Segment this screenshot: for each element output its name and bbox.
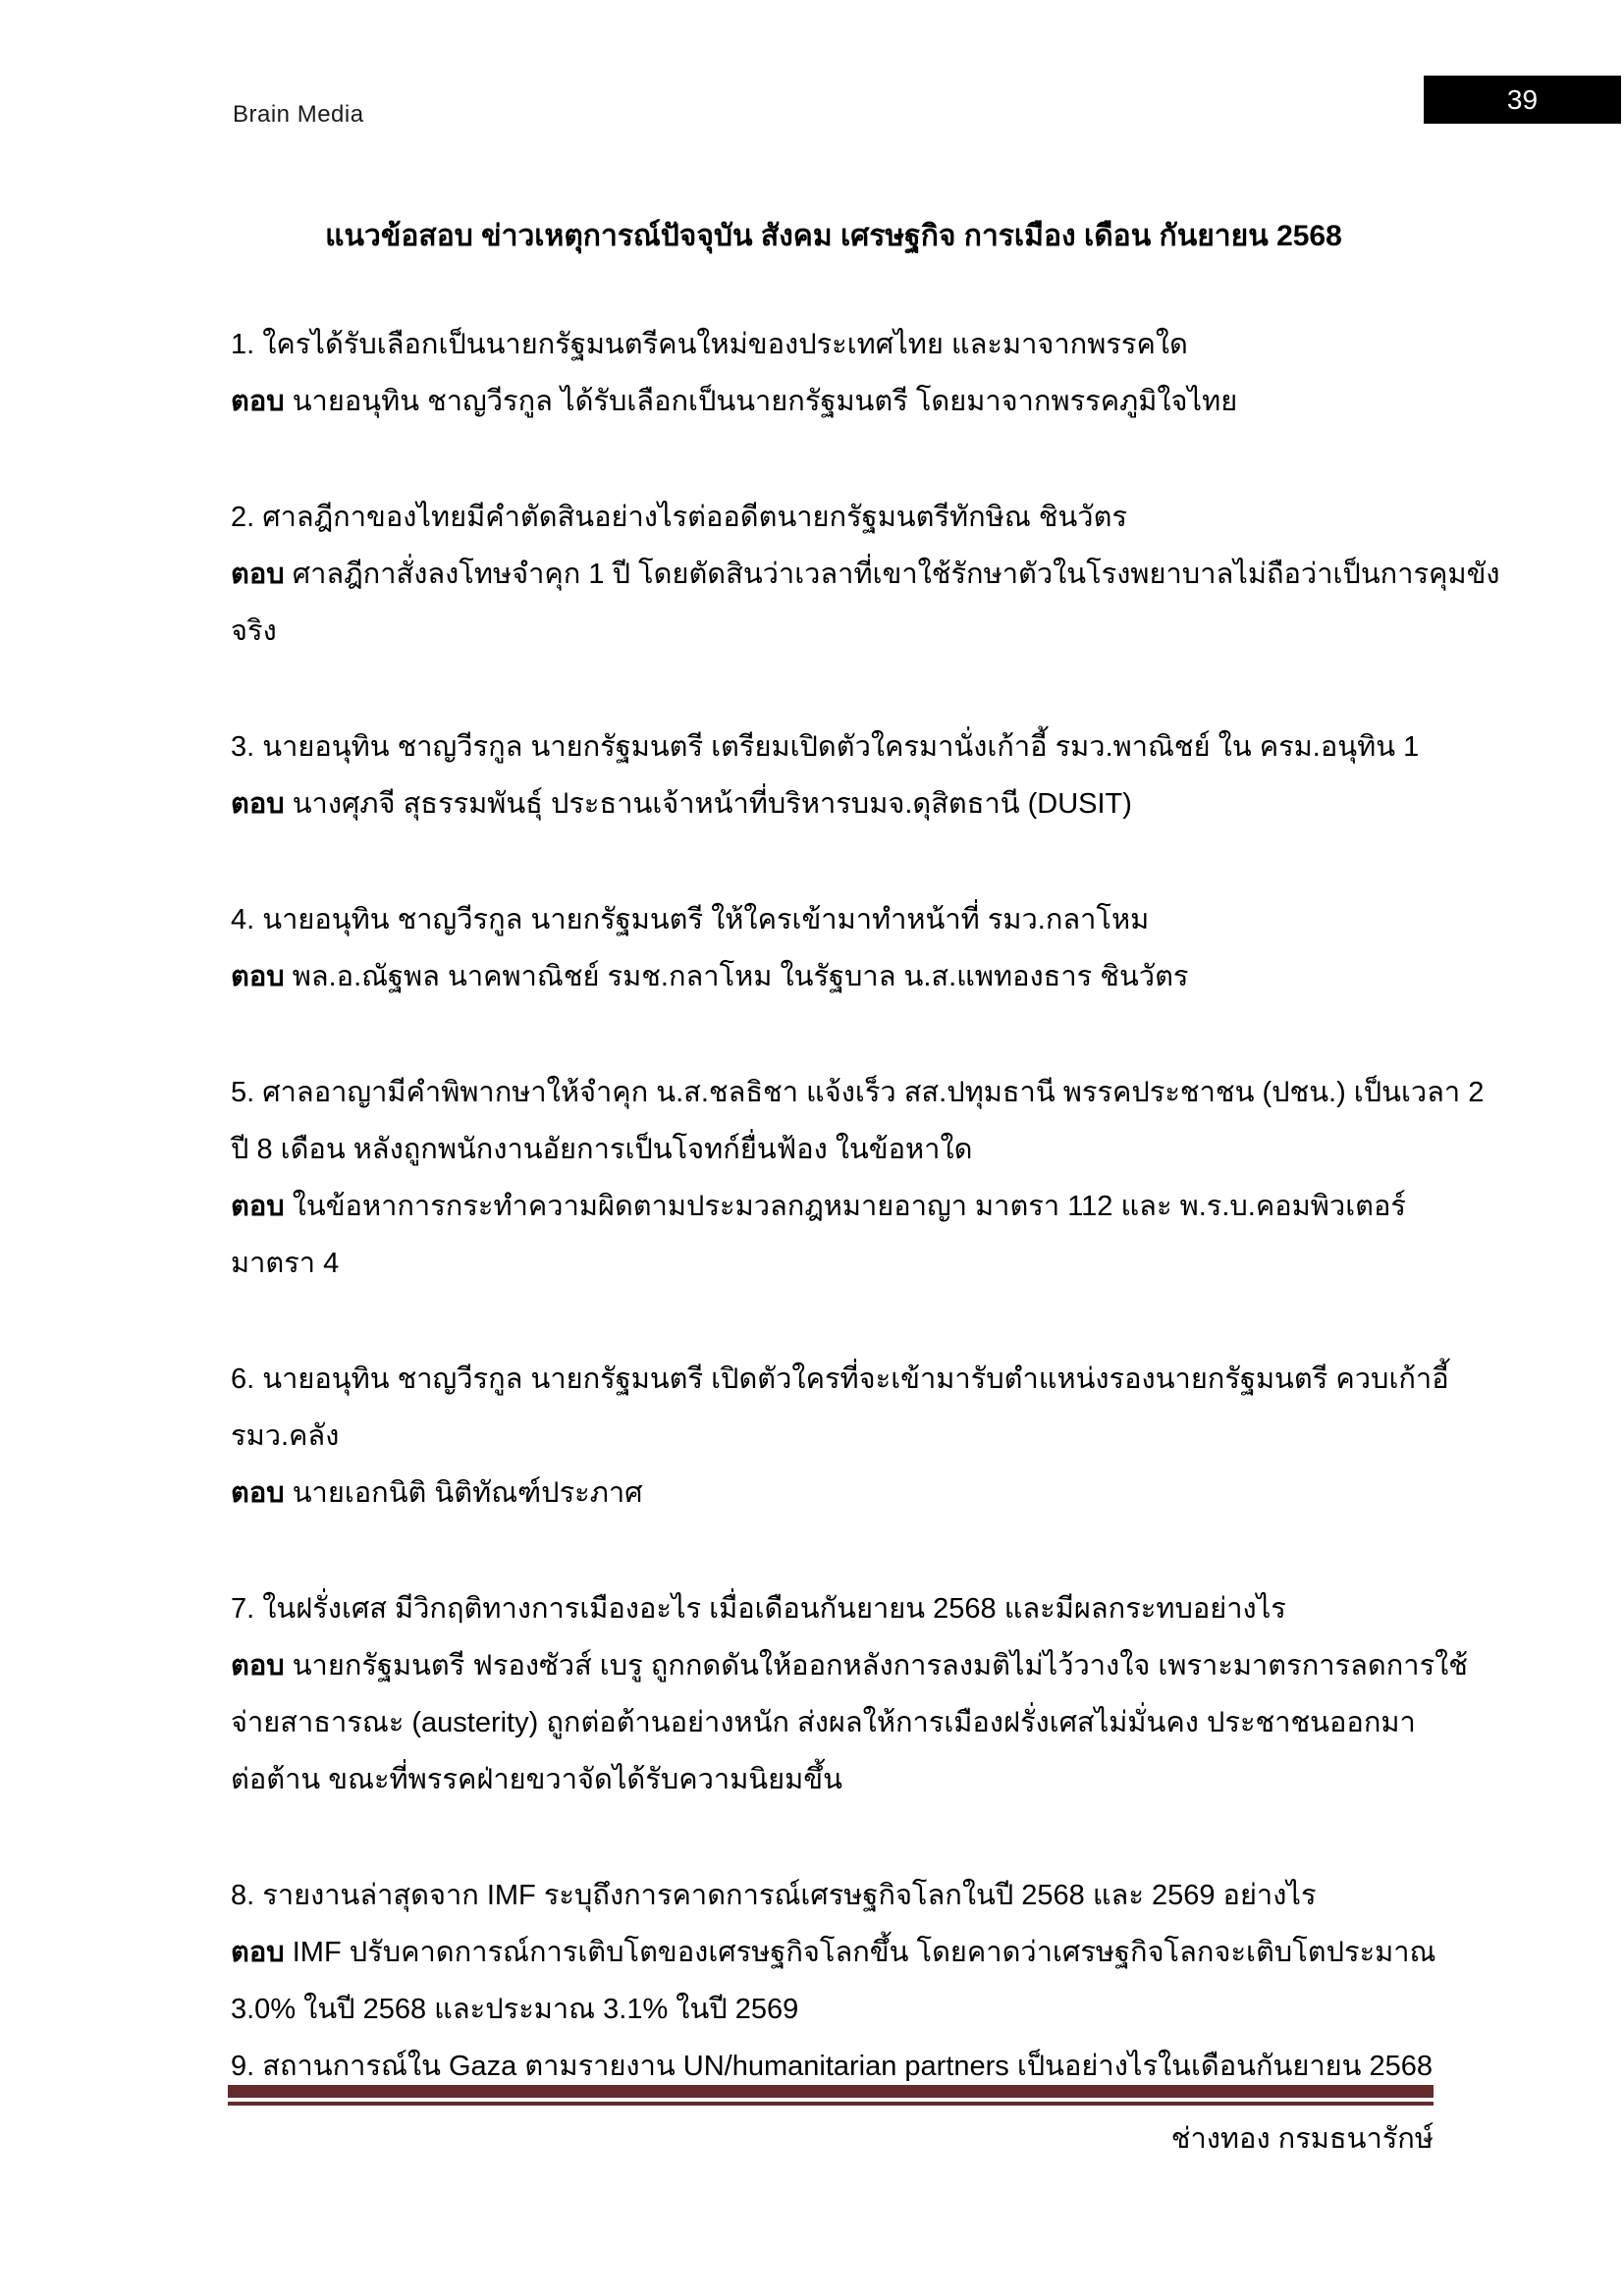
question-line: 1. ใครได้รับเลือกเป็นนายกรัฐมนตรีคนใหม่ของประเทศไทย และมาจากพรรคใด [231,329,1188,360]
qa-block [231,1867,1436,2038]
qa-block [231,1064,1485,1292]
brand-text: Brain Media [233,101,364,128]
answer-text: IMF ปรับคาดการณ์การเติบโตของเศรษฐกิจโลกขึ้น โดยคาดว่าเศรษฐกิจโลกจะเติบโตประมาณ [292,1937,1436,1968]
answer-line [231,1178,1436,1235]
question-line: 8. รายงานล่าสุดจาก IMF ระบุถึงการคาดการณ์เศรษฐกิจโลกในปี 2568 และ 2569 อย่างไร [231,1880,1317,1911]
answer-line: ต่อต้าน ขณะที่พรรคฝ่ายขวาจัดได้รับความนิยมขึ้น [231,1764,842,1795]
question-line: 5. ศาลอาญามีคำพิพากษาให้จำคุก น.ส.ชลธิชา แจ้งเร็ว สส.ปทุมธานี พรรคประชาชน (ปชน.) เป็นเวลา 2 [231,1077,1485,1108]
answer-line: 3.0% ในปี 2568 และประมาณ 3.1% ในปี 2569 [231,1994,799,2025]
answer-label: ตอบ [231,961,285,992]
qa-list [231,316,1500,2095]
answer-label: ตอบ [231,1191,285,1222]
answer-line [231,546,1500,603]
qa-block [231,316,1436,430]
answer-label: ตอบ [231,386,285,417]
qa-block [231,1580,1468,1808]
question-line: 3. นายอนุทิน ชาญวีรกูล นายกรัฐมนตรี เตรียมเปิดตัวใครมานั่งเก้าอี้ รมว.พาณิชย์ ใน ครม.อนุทิน 1 [231,731,1420,763]
question-line: รมว.คลัง [231,1420,340,1452]
answer-text: นางศุภจี สุธรรมพันธุ์ ประธานเจ้าหน้าที่บริหารบมจ.ดุสิตธานี (DUSIT) [292,788,1132,820]
answer-line [231,1465,1436,1522]
qa-block [231,489,1500,660]
question-line: 2. ศาลฎีกาของไทยมีคำตัดสินอย่างไรต่ออดีตนายกรัฐมนตรีทักษิณ ชินวัตร [231,502,1127,533]
qa-block [231,891,1436,1005]
answer-line [231,1637,1468,1694]
question-line: 7. ในฝรั่งเศส มีวิกฤติทางการเมืองอะไร เมื่อเดือนกันยายน 2568 และมีผลกระทบอย่างไร [231,1593,1286,1625]
answer-label: ตอบ [231,559,285,590]
answer-line [231,373,1436,430]
document-body [231,208,1500,2095]
question-line: 9. สถานการณ์ใน Gaza ตามรายงาน UN/humanitarian partners เป็นอย่างไรในเดือนกันยายน 2568 [231,2051,1434,2082]
doc-title: แนวข้อสอบ ข่าวเหตุการณ์ปัจจุบัน สังคม เศรษฐกิจ การเมือง เดือน กันยายน 2568 [325,220,1342,252]
answer-label: ตอบ [231,1477,285,1509]
answer-line: มาตรา 4 [231,1248,340,1279]
question-line: ปี 8 เดือน หลังถูกพนักงานอัยการเป็นโจทก์ยื่นฟ้อง ในข้อหาใด [231,1134,973,1165]
answer-line [231,1924,1436,1981]
footer-rule-thick [228,2085,1434,2098]
answer-text: นายกรัฐมนตรี ฟรองซัวส์ เบรู ถูกกดดันให้ออกหลังการลงมติไม่ไว้วางใจ เพราะมาตรการลดการใช้ [292,1650,1468,1682]
question-line: 6. นายอนุทิน ชาญวีรกูล นายกรัฐมนตรี เปิดตัวใครที่จะเข้ามารับตำแหน่งรองนายกรัฐมนตรี ควบเก้าอี้ [231,1363,1449,1395]
answer-line [231,948,1436,1005]
page-number: 39 [1506,83,1539,115]
answer-text: พล.อ.ณัฐพล นาคพาณิชย์ รมช.กลาโหม ในรัฐบาล น.ส.แพทองธาร ชินวัตร [292,961,1189,992]
qa-block [231,1351,1449,1522]
answer-text: นายอนุทิน ชาญวีรกูล ได้รับเลือกเป็นนายกรัฐมนตรี โดยมาจากพรรคภูมิใจไทย [292,386,1238,417]
answer-line: จริง [231,615,277,647]
answer-label: ตอบ [231,1650,285,1682]
footer-rule-thin [228,2102,1434,2106]
footer-credit: ช่างทอง กรมธนารักษ์ [1170,2123,1434,2155]
answer-text: ศาลฎีกาสั่งลงโทษจำคุก 1 ปี โดยตัดสินว่าเวลาที่เขาใช้รักษาตัวในโรงพยาบาลไม่ถือว่าเป็นการคุมขัง [292,559,1500,590]
answer-line [231,775,1436,832]
answer-label: ตอบ [231,788,285,820]
question-line: 4. นายอนุทิน ชาญวีรกูล นายกรัฐมนตรี ให้ใครเข้ามาทำหน้าที่ รมว.กลาโหม [231,904,1150,935]
answer-label: ตอบ [231,1937,285,1968]
answer-line: จ่ายสาธารณะ (austerity) ถูกต่อต้านอย่างหนัก ส่งผลให้การเมืองฝรั่งเศสไม่มั่นคง ประชาชนออกมา [231,1707,1416,1738]
answer-text: นายเอกนิติ นิติทัณฑ์ประภาศ [292,1477,643,1509]
page-number-box [1424,76,1621,124]
answer-text: ในข้อหาการกระทำความผิดตามประมวลกฎหมายอาญา มาตรา 112 และ พ.ร.บ.คอมพิวเตอร์ [292,1191,1406,1222]
qa-block [231,719,1436,832]
